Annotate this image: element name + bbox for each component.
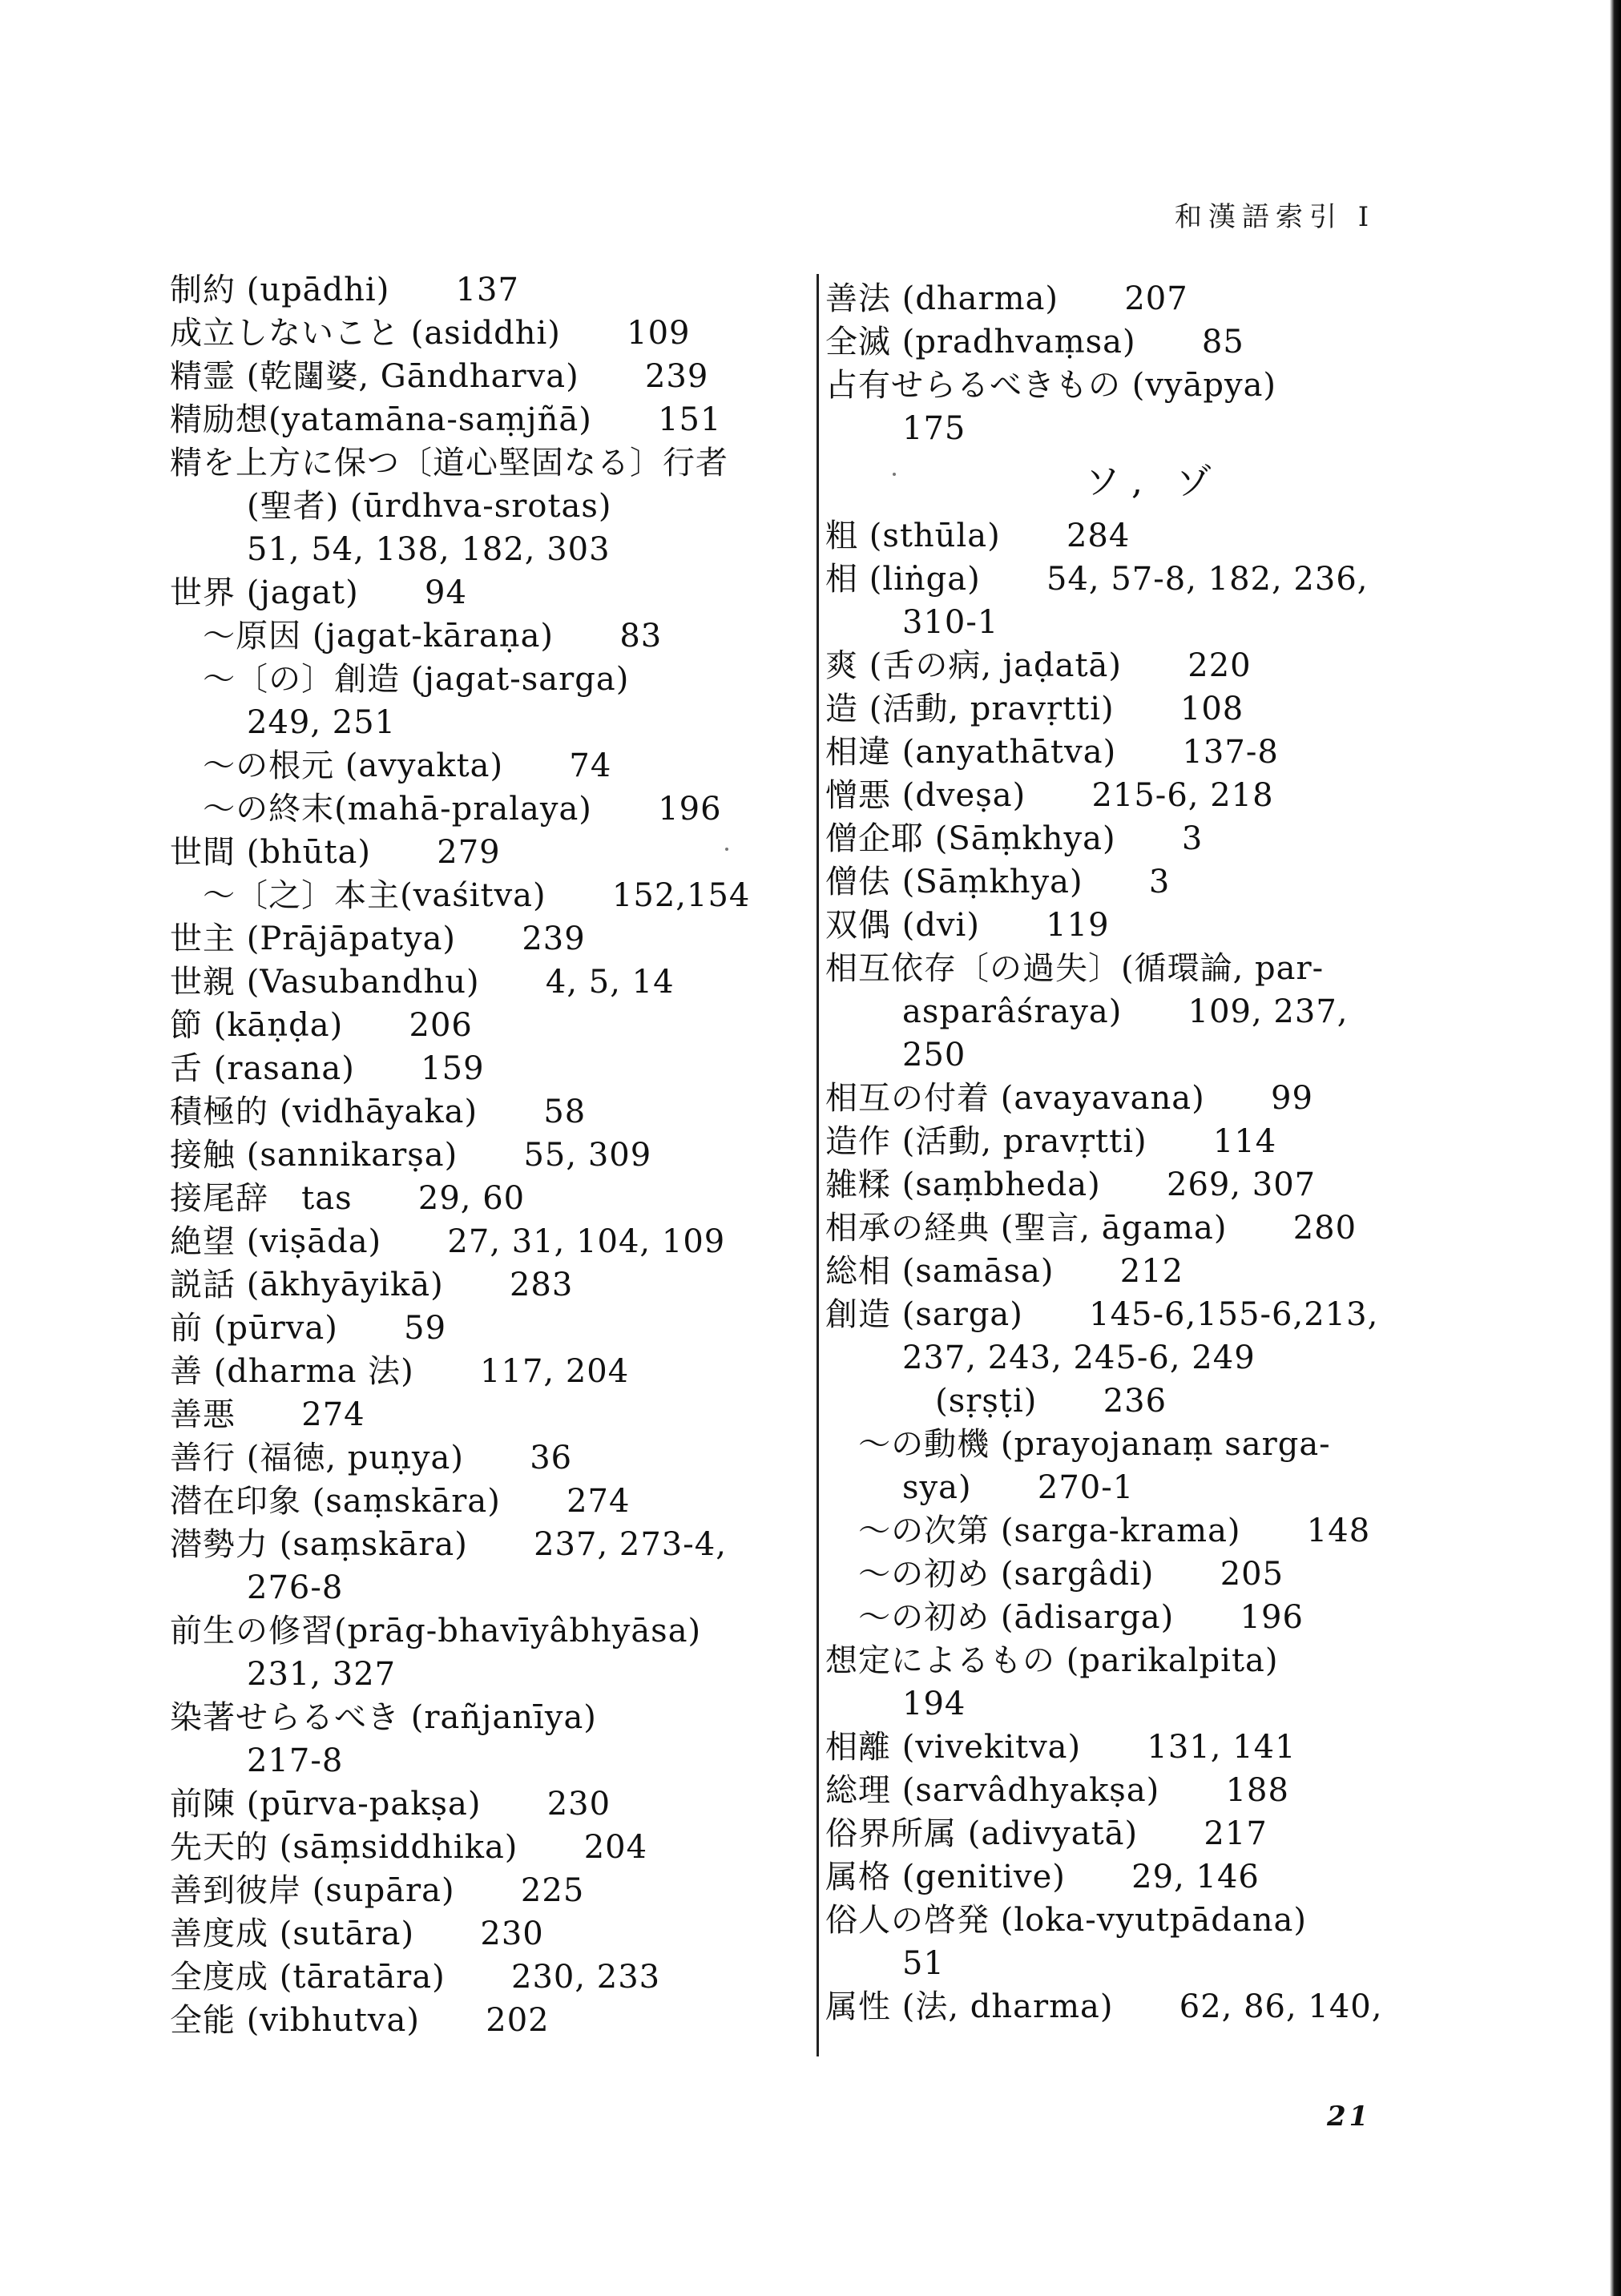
page-number: 21: [1327, 2101, 1372, 2133]
index-entry: 善 (dharma 法) 117, 204: [170, 1353, 630, 1390]
index-entry: 属格 (genitive) 29, 146: [825, 1859, 1260, 1895]
index-entry: ～原因 (jagat-kāraṇa) 83: [170, 618, 663, 655]
index-entry: 造 (活動, pravṛtti) 108: [825, 691, 1244, 727]
index-entry: 前陳 (pūrva-pakṣa) 230: [170, 1786, 611, 1823]
index-entry: 世界 (jagat) 94: [170, 574, 467, 611]
index-entry: 全度成 (tāratāra) 230, 233: [170, 1959, 661, 1996]
index-entry: ～の次第 (sarga-krama) 148: [825, 1513, 1371, 1549]
index-entry: (聖者) (ūrdhva-srotas): [170, 488, 612, 525]
index-entry: 276-8: [170, 1569, 344, 1606]
index-entry: 相互の付着 (avayavana) 99: [825, 1080, 1313, 1117]
index-entry: 絶望 (viṣāda) 27, 31, 104, 109: [170, 1223, 726, 1260]
index-entry: 前生の修習(prāg-bhavīyâbhyāsa): [170, 1613, 702, 1649]
index-entry: 237, 243, 245-6, 249: [825, 1339, 1256, 1376]
index-column-right: [825, 277, 1434, 2028]
index-entry: 制約 (upādhi) 137: [170, 272, 519, 308]
index-entry: 接尾辞 tas 29, 60: [170, 1180, 526, 1217]
index-entry: asparâśraya) 109, 237,: [825, 993, 1349, 1030]
index-entry: 属性 (法, dharma) 62, 86, 140,: [825, 1988, 1383, 2025]
index-entry: 善到彼岸 (supāra) 225: [170, 1872, 585, 1909]
index-entry: 爽 (舌の病, jaḍatā) 220: [825, 647, 1252, 684]
scan-speck: [893, 473, 896, 476]
index-entry: 精を上方に保つ〔道心堅固なる〕行者: [170, 445, 728, 481]
index-entry: ～の動機 (prayojanaṃ sarga-: [825, 1426, 1331, 1463]
index-entry: 精霊 (乾闥婆, Gāndharva) 239: [170, 358, 709, 395]
index-entry: 相承の経典 (聖言, āgama) 280: [825, 1210, 1357, 1247]
section-heading: ソ, ゾ: [1085, 461, 1223, 502]
index-entry: 占有せらるべきもの (vyāpya): [825, 367, 1277, 404]
index-group-se: [825, 277, 1434, 450]
index-entry: 粗 (sthūla) 284: [825, 518, 1131, 554]
index-entry: 雑糅 (saṃbheda) 269, 307: [825, 1166, 1317, 1203]
index-entry: 249, 251: [170, 704, 397, 741]
index-entry: 染著せらるべき (rañjanīya): [170, 1699, 597, 1736]
index-entry: 194: [825, 1686, 966, 1722]
index-entry: 潜在印象 (saṃskāra) 274: [170, 1483, 631, 1520]
index-entry: 積極的 (vidhāyaka) 58: [170, 1094, 587, 1130]
running-head: 和漢語索引 Ⅰ: [1175, 201, 1376, 233]
index-entry: ～の終末(mahā-pralaya) 196: [170, 791, 722, 828]
index-entry: ～〔の〕創造 (jagat-sarga): [170, 661, 630, 698]
index-entry: 双偶 (dvi) 119: [825, 907, 1110, 944]
index-group-so: [825, 514, 1434, 2028]
index-entry: 造作 (活動, pravṛtti) 114: [825, 1123, 1277, 1160]
index-entry: 総理 (sarvâdhyakṣa) 188: [825, 1772, 1289, 1809]
index-entry: 175: [825, 410, 966, 447]
index-entry: 舌 (rasana) 159: [170, 1050, 485, 1087]
index-entry: 相離 (vivekitva) 131, 141: [825, 1729, 1296, 1766]
column-divider: [817, 274, 819, 2056]
index-entry: ～の根元 (avyakta) 74: [170, 747, 612, 784]
index-entry: 善度成 (sutāra) 230: [170, 1915, 544, 1952]
index-entry: 俗人の啓発 (loka-vyutpādana): [825, 1902, 1307, 1939]
index-entry: 先天的 (sāṃsiddhika) 204: [170, 1829, 648, 1866]
index-entry: sya) 270-1: [825, 1469, 1135, 1506]
index-entry: 潜勢力 (saṃskāra) 237, 273-4,: [170, 1526, 727, 1563]
index-entry: 僧企耶 (Sāṃkhya) 3: [825, 820, 1204, 857]
index-entry: 231, 327: [170, 1656, 397, 1693]
index-entry: 創造 (sarga) 145-6,155-6,213,: [825, 1296, 1379, 1333]
index-entry: ～〔之〕本主(vaśitva) 152,154: [170, 877, 751, 914]
index-column-left: [170, 268, 811, 2042]
index-entry: 相互依存〔の過失〕(循環論, par-: [825, 950, 1325, 987]
index-entry: 310-1: [825, 604, 999, 641]
index-entry: 想定によるもの (parikalpita): [825, 1642, 1279, 1679]
index-entry: 全能 (vibhutva) 202: [170, 2002, 550, 2039]
index-entry: 精励想(yatamāna-saṃjñā) 151: [170, 401, 722, 438]
index-entry: 全滅 (pradhvaṃsa) 85: [825, 324, 1244, 361]
index-entry: 世親 (Vasubandhu) 4, 5, 14: [170, 964, 675, 1001]
index-entry: 善法 (dharma) 207: [825, 280, 1188, 317]
index-entry: ～の初め (sargâdi) 205: [825, 1556, 1284, 1593]
index-entry: 善行 (福徳, puṇya) 36: [170, 1440, 573, 1476]
index-entry: 総相 (samāsa) 212: [825, 1253, 1184, 1290]
index-entry: 217-8: [170, 1742, 344, 1779]
index-entry: 前 (pūrva) 59: [170, 1310, 447, 1347]
index-entry: 51: [825, 1945, 945, 1982]
index-entry: 説話 (ākhyāyikā) 283: [170, 1267, 574, 1303]
index-entry: 250: [825, 1037, 966, 1073]
index-entry: 僧佉 (Sāṃkhya) 3: [825, 864, 1171, 900]
page-edge-shadow: [1610, 0, 1621, 2296]
index-entry: 善悪 274: [170, 1396, 365, 1433]
index-entry: ～の初め (ādisarga) 196: [825, 1599, 1304, 1636]
index-entry: 成立しないこと (asiddhi) 109: [170, 315, 691, 352]
scan-speck: [725, 848, 728, 851]
index-entry: 節 (kāṇḍa) 206: [170, 1007, 473, 1044]
index-entry: (sṛṣṭi) 236: [825, 1383, 1167, 1420]
index-entry: 51, 54, 138, 182, 303: [170, 531, 611, 568]
index-entry: 接触 (sannikarṣa) 55, 309: [170, 1137, 652, 1174]
index-entry: 相違 (anyathātva) 137-8: [825, 734, 1279, 771]
index-entry: 相 (liṅga) 54, 57-8, 182, 236,: [825, 561, 1369, 598]
index-entry: 憎悪 (dveṣa) 215-6, 218: [825, 777, 1274, 814]
index-entry: 世間 (bhūta) 279: [170, 834, 501, 871]
index-entry: 俗界所属 (adivyatā) 217: [825, 1815, 1268, 1852]
index-entry: 世主 (Prājāpatya) 239: [170, 920, 586, 957]
